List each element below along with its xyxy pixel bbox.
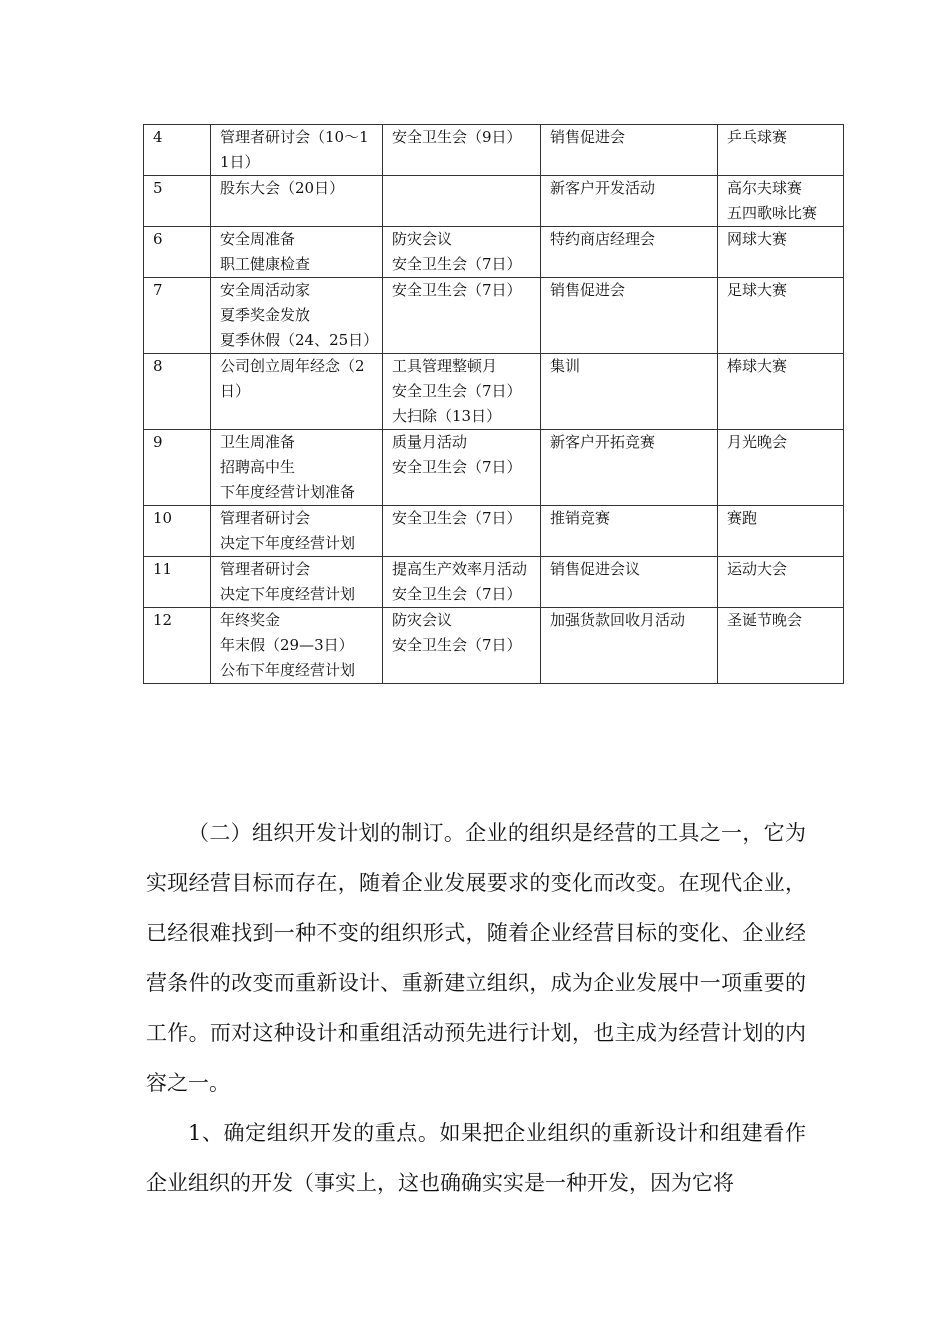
company-event-cell: 管理者研讨会（10～11日） xyxy=(211,125,383,176)
sales-event-cell: 特约商店经理会 xyxy=(541,227,718,278)
company-event-cell: 公司创立周年经念（2日） xyxy=(211,354,383,430)
table-row xyxy=(144,176,844,227)
recreation-event-cell: 圣诞节晚会 xyxy=(718,608,844,684)
body-paragraph-organization-plan: （二）组织开发计划的制订。企业的组织是经营的工具之一，它为实现经营目标而存在，随着企业发展要求的变化而改变。在现代企业，已经很难找到一种不变的组织形式，随着企业经营目标的变化、企业经营条件的改变而重新设计、重新建立组织，成为企业发展中一项重要的工作。而对这种设计和重组活动预先进行计划，也主成为经营计划的内容之一。 xyxy=(146,821,806,1095)
company-event-cell: 管理者研讨会 决定下年度经营计划 xyxy=(211,506,383,557)
sales-event-cell: 集训 xyxy=(541,354,718,430)
table-row xyxy=(144,227,844,278)
table-row xyxy=(144,278,844,354)
company-event-cell: 卫生周准备 招聘高中生 下年度经营计划准备 xyxy=(211,430,383,506)
table-row xyxy=(144,125,844,176)
recreation-event-cell: 足球大赛 xyxy=(718,278,844,354)
month-cell: 6 xyxy=(144,227,211,278)
company-event-cell: 年终奖金 年末假（29—3日） 公布下年度经营计划 xyxy=(211,608,383,684)
safety-event-cell: 提高生产效率月活动 安全卫生会（7日） xyxy=(383,557,541,608)
table-row xyxy=(144,506,844,557)
table-row xyxy=(144,557,844,608)
month-cell: 5 xyxy=(144,176,211,227)
recreation-event-cell: 网球大赛 xyxy=(718,227,844,278)
month-cell: 12 xyxy=(144,608,211,684)
sales-event-cell: 销售促进会议 xyxy=(541,557,718,608)
sales-event-cell: 销售促进会 xyxy=(541,278,718,354)
sales-event-cell: 新客户开拓竞赛 xyxy=(541,430,718,506)
safety-event-cell: 质量月活动 安全卫生会（7日） xyxy=(383,430,541,506)
company-event-cell: 安全周准备 职工健康检查 xyxy=(211,227,383,278)
month-cell: 7 xyxy=(144,278,211,354)
sales-event-cell: 加强货款回收月活动 xyxy=(541,608,718,684)
company-event-cell: 安全周活动家 夏季奖金发放 夏季休假（24、25日） xyxy=(211,278,383,354)
safety-event-cell: 安全卫生会（7日） xyxy=(383,278,541,354)
table-row xyxy=(144,354,844,430)
recreation-event-cell: 棒球大赛 xyxy=(718,354,844,430)
company-event-cell: 管理者研讨会 决定下年度经营计划 xyxy=(211,557,383,608)
sales-event-cell: 新客户开发活动 xyxy=(541,176,718,227)
month-cell: 8 xyxy=(144,354,211,430)
month-cell: 4 xyxy=(144,125,211,176)
annual-schedule-table xyxy=(143,124,844,684)
month-cell: 10 xyxy=(144,506,211,557)
recreation-event-cell: 高尔夫球赛 五四歌咏比赛 xyxy=(718,176,844,227)
sales-event-cell: 推销竞赛 xyxy=(541,506,718,557)
month-cell: 9 xyxy=(144,430,211,506)
recreation-event-cell: 乒乓球赛 xyxy=(718,125,844,176)
safety-event-cell: 安全卫生会（7日） xyxy=(383,506,541,557)
recreation-event-cell: 赛跑 xyxy=(718,506,844,557)
table-row xyxy=(144,608,844,684)
body-paragraph-organization-focus: 1、确定组织开发的重点。如果把企业组织的重新设计和组建看作企业组织的开发（事实上，这也确确实实是一种开发，因为它将 xyxy=(146,1121,806,1195)
recreation-event-cell: 月光晚会 xyxy=(718,430,844,506)
sales-event-cell: 销售促进会 xyxy=(541,125,718,176)
table-row xyxy=(144,430,844,506)
safety-event-cell xyxy=(383,176,541,227)
month-cell: 11 xyxy=(144,557,211,608)
safety-event-cell: 安全卫生会（9日） xyxy=(383,125,541,176)
recreation-event-cell: 运动大会 xyxy=(718,557,844,608)
company-event-cell: 股东大会（20日） xyxy=(211,176,383,227)
safety-event-cell: 防灾会议 安全卫生会（7日） xyxy=(383,608,541,684)
safety-event-cell: 防灾会议 安全卫生会（7日） xyxy=(383,227,541,278)
safety-event-cell: 工具管理整顿月 安全卫生会（7日） 大扫除（13日） xyxy=(383,354,541,430)
